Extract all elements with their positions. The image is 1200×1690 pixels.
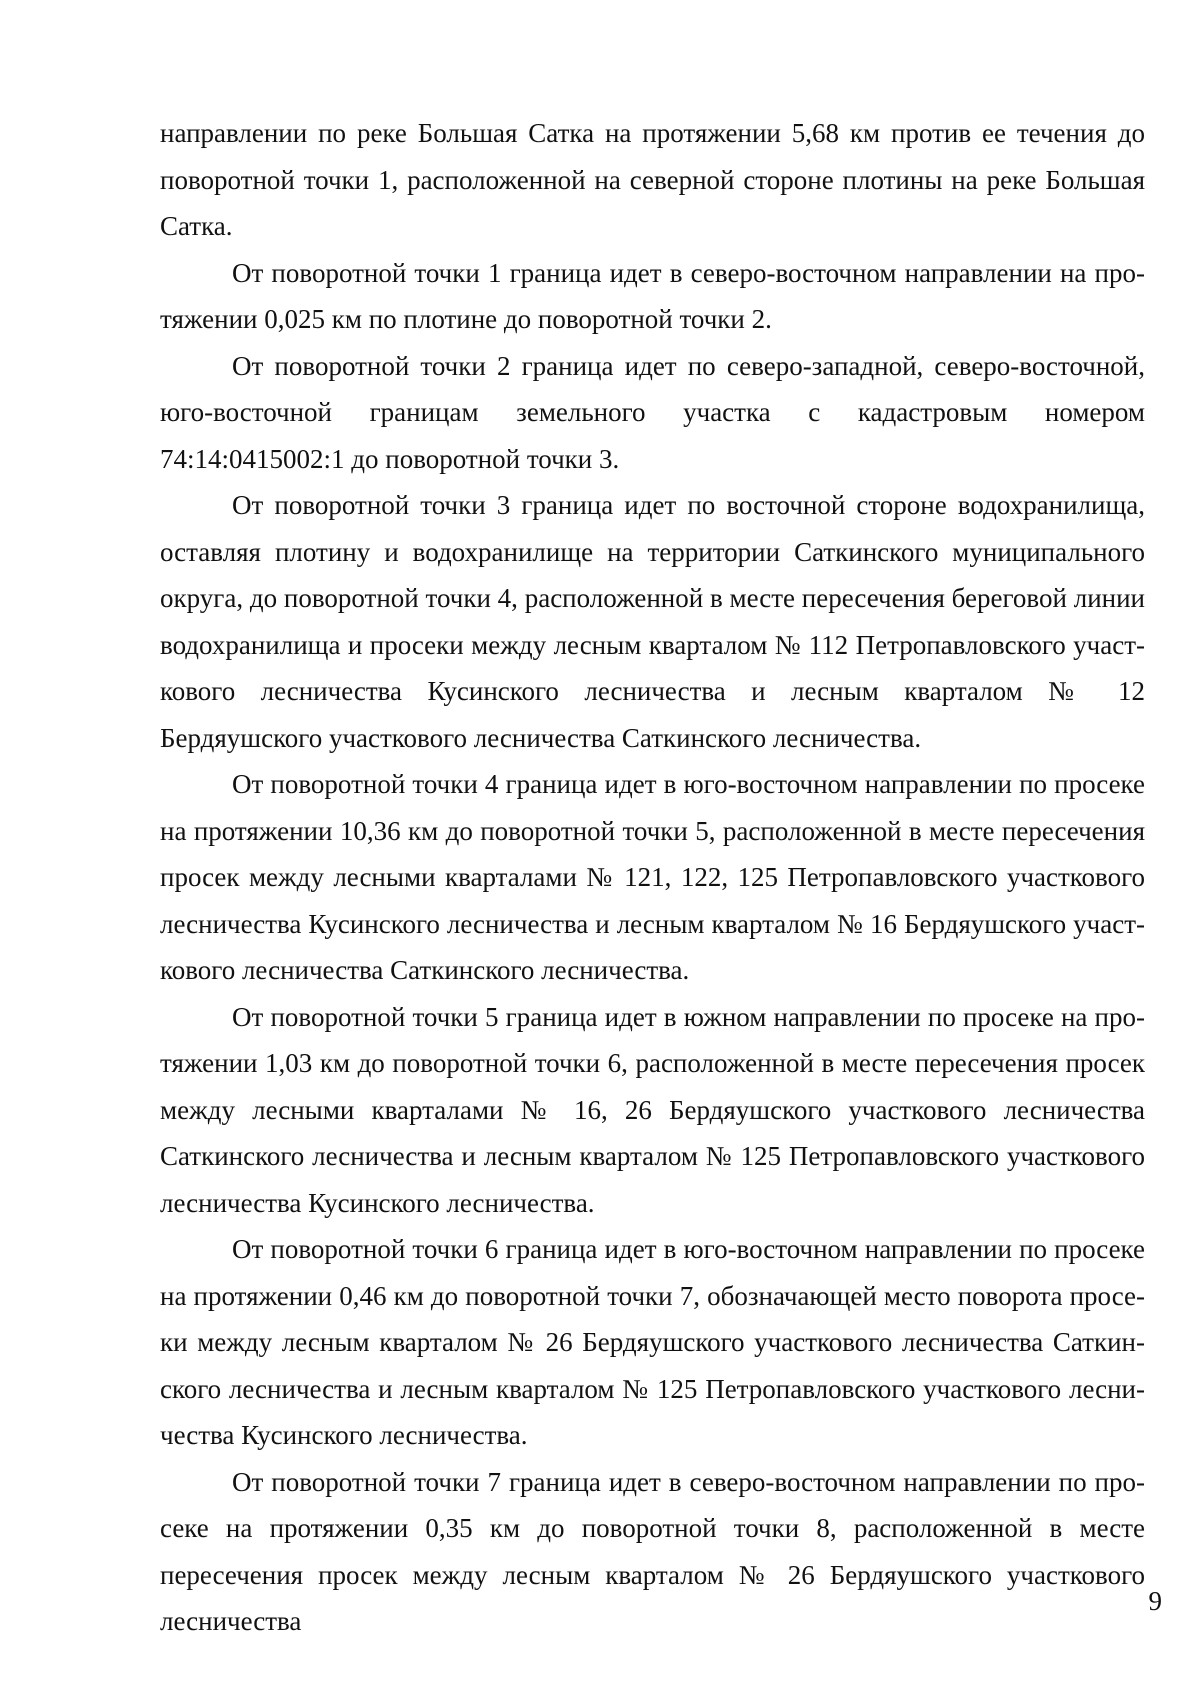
body-text <box>160 110 1145 1645</box>
paragraph-1: направлении по реке Большая Сатка на протяжении 5,68 км против ее течения до поворотной точки 1, расположенной на северной стороне плотины на реке Большая Сатка. <box>160 118 1145 241</box>
paragraph-8: От поворотной точки 7 граница идет в северо-восточном направлении по просеке на протяжении 0,35 км до поворотной точки 8, расположенной в месте пересечения просек между лесным кварталом № 26 Бердяушского участкового лесничества <box>160 1466 1145 1636</box>
paragraph-6: От поворотной точки 5 граница идет в южном направлении по просеке на протяжении 1,03 км до поворотной точки 6, расположенной в месте пересечения просек между лесными кварталами № 16, 26 Бердяушского участкового лесничества Саткинского лесничества и лесным кварталом № 125 Петропавловского участкового лесничества Кусинского лесничества. <box>160 1001 1145 1218</box>
paragraph-7: От поворотной точки 6 граница идет в юго-восточном направлении по просеке на протяжении 0,46 км до поворотной точки 7, обозначающей место поворота просеки между лесным кварталом № 26 Бердяушского участкового лесничества Саткинского лесничества и лесным кварталом № 125 Петропавловского участкового лесничества Кусинского лесничества. <box>160 1234 1145 1450</box>
paragraph-3: От поворотной точки 2 граница идет по северо-западной, северо-восточной, юго-восточной границам земельного участка с кадастровым номером 74:14:0415002:1 до поворотной точки 3. <box>160 350 1145 474</box>
paragraph-5: От поворотной точки 4 граница идет в юго-восточном направлении по просеке на протяжении 10,36 км до поворотной точки 5, расположенной в месте пересечения просек между лесными кварталами № 121, 122, 125 Петропавловского участкового лесничества Кусинского лесничества и лесным кварталом № 16 Бердяушского участкового лесничества Саткинского лесничества. <box>160 769 1145 985</box>
page-number: 9 <box>1148 1586 1162 1616</box>
paragraph-4: От поворотной точки 3 граница идет по восточной стороне водохранилища, оставляя плотину и водохранилище на территории Саткинского муниципального округа, до поворотной точки 4, расположенной в месте пересечения береговой линии водохранилища и просеки между лесным кварталом № 112 Петропавловского участкового лесничества Кусинского лесничества и лесным кварталом № 12 Бердяушского участкового лесничества Саткинского лесничества. <box>160 490 1145 753</box>
paragraph-2: От поворотной точки 1 граница идет в северо-восточном направлении на протяжении 0,025 км по плотине до поворотной точки 2. <box>160 257 1145 334</box>
